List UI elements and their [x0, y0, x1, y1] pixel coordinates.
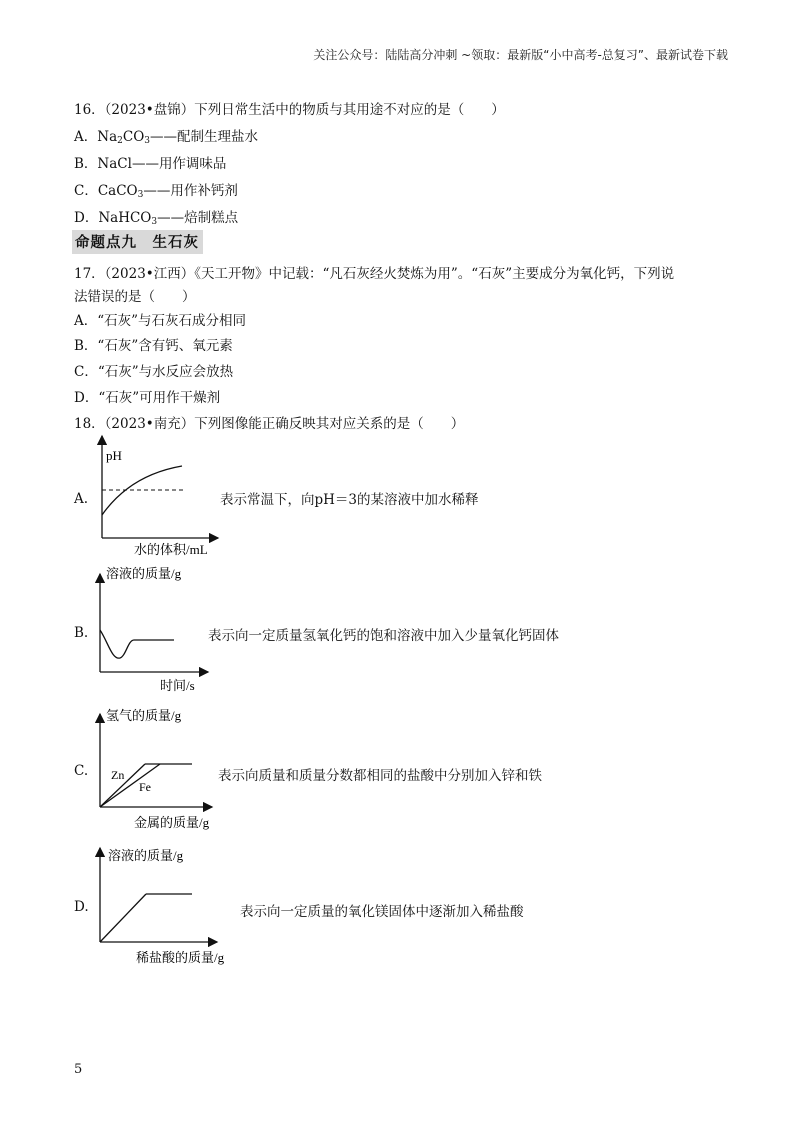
q18-option-a-desc: 表示常温下，向pH＝3的某溶液中加水稀释 — [220, 492, 479, 508]
q16-option-b: B．NaCl——用作调味品 — [74, 156, 227, 172]
x-axis-label: 水的体积/mL — [134, 542, 208, 557]
q18-graph-d — [90, 842, 260, 972]
q18-option-c-letter: C. — [74, 763, 89, 779]
section-title: 命题点九 生石灰 — [72, 230, 203, 254]
y-axis-label: 氢气的质量/g — [106, 708, 182, 723]
q18-option-a-letter: A. — [74, 491, 89, 507]
x-axis-label: 时间/s — [160, 678, 195, 693]
q17-option-d: D．“石灰”可用作干燥剂 — [74, 390, 221, 406]
x-axis-label: 稀盐酸的质量/g — [136, 950, 225, 965]
page-number: 5 — [74, 1062, 83, 1077]
x-axis-label: 金属的质量/g — [134, 815, 210, 830]
solution-mass-curve — [100, 630, 174, 658]
q16-stem: 16．（2023•盘锦）下列日常生活中的物质与其用途不对应的是（ ） — [74, 102, 505, 118]
page-header: 关注公众号：陆陆高分冲刺 ~领取：最新版“小中高考-总复习”、最新试卷下载 — [313, 48, 728, 62]
q17-option-a: A．“石灰”与石灰石成分相同 — [74, 313, 247, 329]
q18-option-d-letter: D. — [74, 899, 89, 915]
q18-option-d-desc: 表示向一定质量的氧化镁固体中逐渐加入稀盐酸 — [240, 904, 524, 920]
q17-option-c: C．“石灰”与水反应会放热 — [74, 364, 234, 380]
solution-mass-rise — [100, 894, 146, 942]
q18-option-b-letter: B. — [74, 625, 89, 641]
q17-stem-line2: 法错误的是（ ） — [74, 289, 196, 305]
q18-option-c-desc: 表示向质量和质量分数都相同的盐酸中分别加入锌和铁 — [218, 768, 542, 784]
y-axis-label: 溶液的质量/g — [106, 566, 182, 581]
zn-label: Zn — [111, 768, 125, 782]
q16-option-a: A．$Na_2CO_3——$配制生理盐水 — [74, 129, 258, 146]
y-axis-label: 溶液的质量/g — [108, 848, 184, 863]
q16-option-c: C．CaCO$_3$——用作补钙剂 — [74, 183, 238, 200]
q18-option-b-desc: 表示向一定质量氢氧化钙的饱和溶液中加入少量氧化钙固体 — [208, 628, 559, 644]
q18-stem: 18．（2023•南充）下列图像能正确反映其对应关系的是（ ） — [74, 416, 465, 432]
q17-stem-line1: 17．（2023•江西）《天工开物》中记载：“凡石灰经火焚炼为用”。“石灰”主要成分为氧化钙，下列说 — [74, 266, 675, 282]
ph-curve — [102, 466, 182, 515]
q17-option-b: B．“石灰”含有钙、氧元素 — [74, 338, 233, 354]
fe-label: Fe — [139, 780, 151, 794]
q16-option-d: D．NaHCO$_3$——焙制糕点 — [74, 210, 239, 227]
fe-line — [100, 764, 160, 807]
y-axis-label: pH — [106, 448, 122, 463]
